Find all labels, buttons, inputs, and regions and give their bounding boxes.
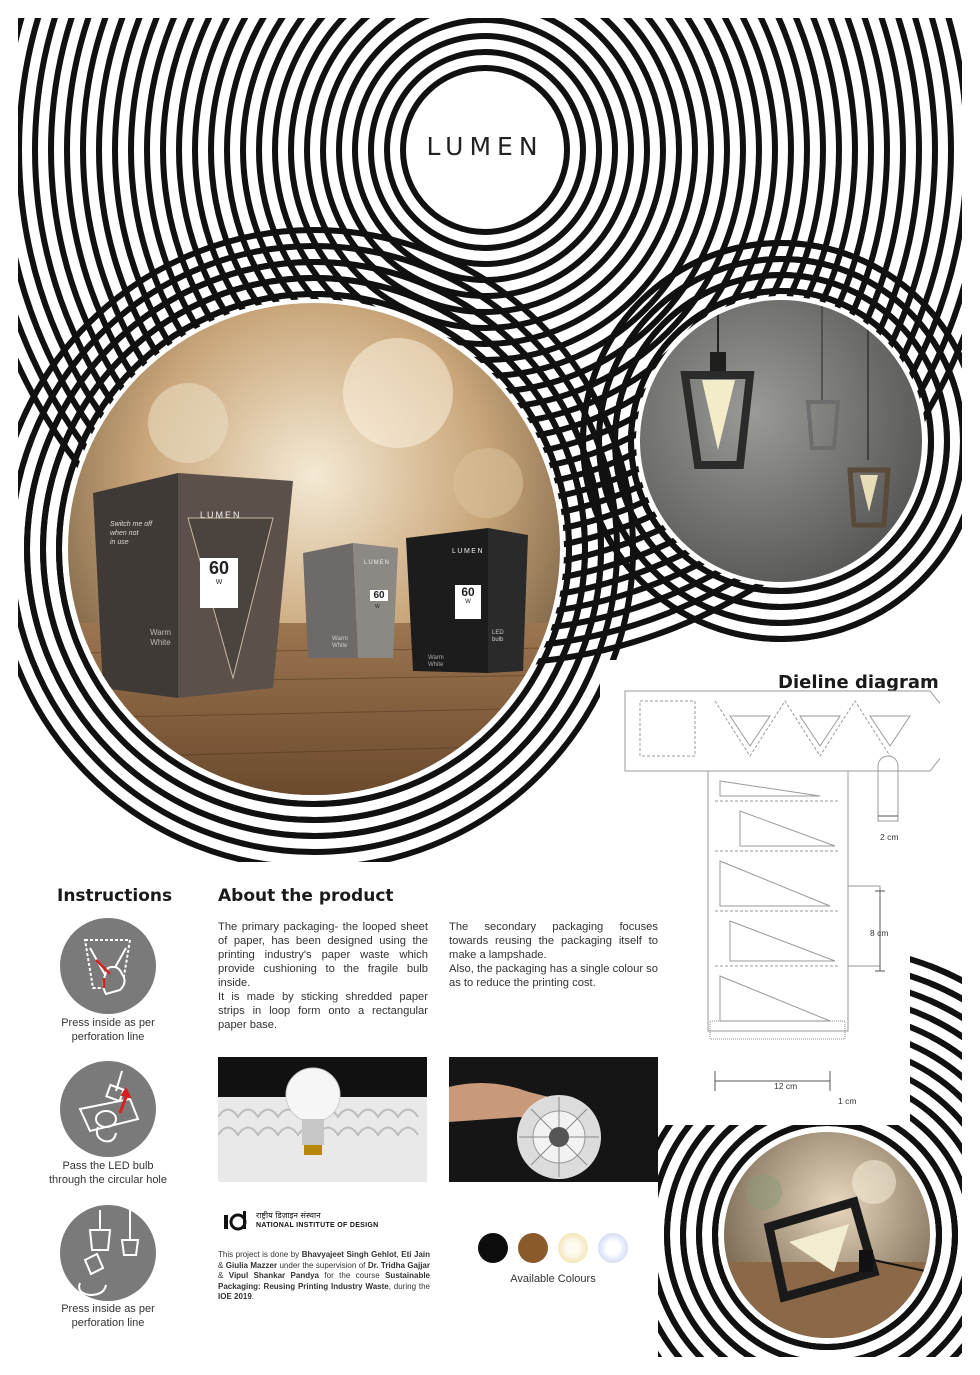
credit-author-3: Giulia Mazzer	[225, 1260, 278, 1270]
about-primary-packaging-text: The primary packaging- the looped sheet of paper, has been designed using the printing industry's paper waste which provide cushioning to the fragile bulb inside. It is made by sticking shredded paper strips in loop form onto a rectangular paper base.	[218, 921, 428, 1031]
credits-course-intro: for the course	[319, 1271, 386, 1280]
credits-during: , during the	[388, 1281, 430, 1291]
box-large-label: Warm White	[150, 628, 172, 647]
credits-supervision: under the supervision of	[277, 1260, 368, 1270]
instruction-step-1-caption: Press inside as per perforation line	[61, 1017, 155, 1043]
credits-end: .	[251, 1292, 255, 1301]
lampshade-photo	[640, 300, 922, 582]
box-medium-label: Warm White	[332, 636, 348, 649]
box-medium-watt: 60	[370, 590, 388, 601]
box-small-watt: 60	[461, 585, 475, 599]
credits-intro: This project is done by	[218, 1250, 302, 1259]
instructions-title: Instructions	[57, 886, 173, 906]
box-small-watt-badge	[455, 585, 481, 619]
credits-sep-3: &	[218, 1271, 229, 1280]
nid-logo	[222, 1211, 248, 1231]
box-large-tagline: Switch me off when not in use	[110, 521, 153, 546]
box-large-unit: W	[215, 579, 223, 586]
colour-swatch-cool-white	[598, 1233, 628, 1263]
about-secondary-packaging-text: The secondary packaging focuses towards reusing the packaging itself to make a lampshade. Also, the packaging has a single colour so as to reduce the printing cost.	[449, 921, 658, 989]
box-small-label: Warm White	[428, 655, 444, 668]
box-small-brand: LUMEN	[452, 548, 485, 555]
bulb-insert-icon	[60, 1061, 156, 1157]
box-small-unit: W	[465, 599, 471, 605]
dim-flap-label: 1 cm	[838, 1096, 857, 1106]
credit-supervisor-2: Vipul Shankar Pandya	[228, 1271, 319, 1280]
perforation-press-icon	[60, 918, 156, 1014]
dieline-title: Dieline diagram	[778, 672, 939, 693]
credit-event: IOE 2019	[218, 1292, 252, 1301]
box-large-watt: 60	[208, 558, 230, 578]
dim-width-label: 2 cm	[880, 832, 899, 842]
dim-length-label: 12 cm	[774, 1081, 798, 1091]
box-small-sub: LED bulb	[492, 630, 504, 643]
colour-swatch-black	[478, 1233, 508, 1263]
dieline-diagram	[620, 686, 940, 1106]
institute-hindi-name: राष्ट्रीय डिज़ाइन संस्थान	[256, 1211, 321, 1220]
credit-author-2: Eti Jain	[401, 1250, 431, 1259]
lampshade-assemble-icon	[60, 1205, 156, 1301]
box-large-brand: LUMEN	[200, 510, 242, 520]
box-medium-unit: W	[375, 604, 380, 610]
brand-logo: LUMEN	[426, 132, 544, 161]
credit-supervisor-1: Dr. Tridha Gajjar	[367, 1260, 430, 1270]
credits-sep-1: ,	[396, 1250, 402, 1259]
colour-swatch-warm-white	[558, 1233, 588, 1263]
about-title: About the product	[218, 886, 394, 906]
project-credits	[218, 1250, 430, 1303]
institute-name: NATIONAL INSTITUTE OF DESIGN	[256, 1222, 379, 1229]
credits-sep-2: &	[218, 1260, 226, 1270]
instruction-step-3-caption: Press inside as per perforation line	[61, 1303, 155, 1329]
hand-holding-packaging-photo	[449, 1057, 658, 1182]
lamp-table-photo	[724, 1132, 930, 1338]
available-colours-label: Available Colours	[510, 1273, 596, 1285]
bulb-in-packaging-photo	[218, 1057, 427, 1182]
box-large-watt-badge	[200, 558, 238, 608]
box-medium-brand: LUMEN	[364, 560, 391, 566]
instruction-step-2-caption: Pass the LED bulb through the circular hole	[48, 1160, 167, 1186]
colour-swatch-brown	[518, 1233, 548, 1263]
credit-course-name: Sustainable Packaging: Reusing Printing Industry Waste	[218, 1271, 430, 1291]
credit-author-1: Bhavyajeet Singh Gehlot	[301, 1250, 397, 1259]
dim-height-label: 8 cm	[870, 928, 889, 938]
hero-photo	[68, 303, 560, 795]
